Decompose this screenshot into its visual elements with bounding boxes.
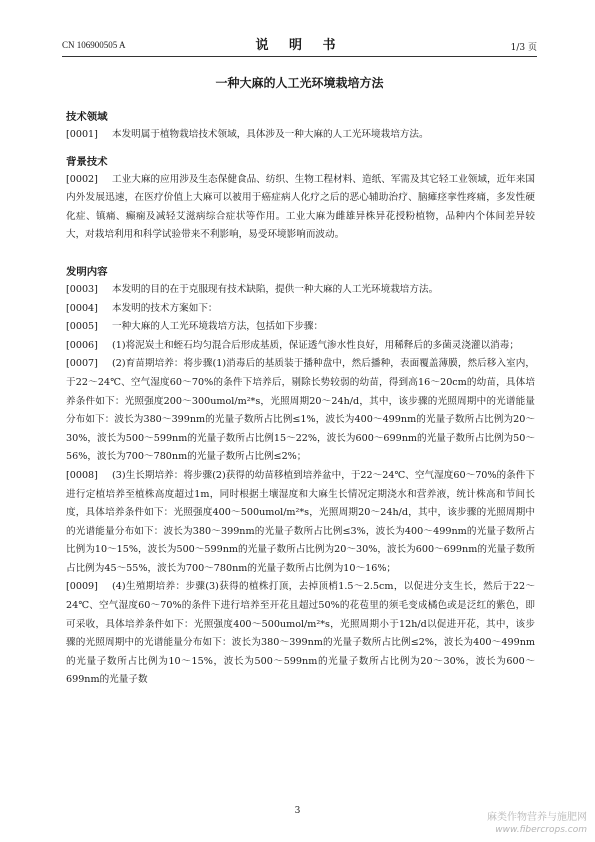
paragraph xyxy=(66,300,535,319)
header-divider xyxy=(62,56,537,57)
paragraph-number: [0005] xyxy=(66,321,98,333)
paragraph xyxy=(66,355,535,467)
publication-number: CN 106900505 A xyxy=(62,40,126,50)
paragraph xyxy=(66,337,535,356)
page-number: 3 xyxy=(294,806,301,816)
paragraph-text: (4)生殖期培养：步骤(3)获得的植株打顶，去掉顶梢1.5～2.5cm，以促进分支生长，然后于22～24℃、空气湿度60～70%的条件下进行培养至开花且超过50%的花苞里的须毛变成橘色或是泛红的紫色，即可采收，具体培养条件如下：光照强度400～500umol/m²*s，光照周期小于12h/d以促进开花，其中，该步骤的光照周期中的光谱能量分布如下：波长为380～399nm的光量子数所占比例≤2%，波长为400～499nm的光量子数所占比例为10～15%，波长为500～599nm的光量子数所占比例为20～30%，波长为600～699nm的光量子数 xyxy=(66,581,535,686)
site-watermark xyxy=(487,812,587,836)
section-heading-background: 背景技术 xyxy=(66,155,108,168)
paragraph xyxy=(66,578,535,690)
paragraph xyxy=(66,467,535,579)
paragraph-number: [0008] xyxy=(66,469,98,481)
paragraph-text: 工业大麻的应用涉及生态保健食品、纺织、生物工程材料、造纸、军需及其它轻工业领域，近年来国内外发展迅速，在医疗价值上大麻可以被用于癌症病人化疗之后的恶心辅助治疗、脑瘫痉挛性疼痛，多发性硬化症、镇痛、癫痫及减轻艾滋病综合症状等作用。工业大麻为雌雄异株异花授粉植物，品种内个体间差异较大，对栽培利用和科学试验带来不利影响，易受环境影响而波动。 xyxy=(66,173,535,241)
paragraph xyxy=(66,281,535,300)
page-header xyxy=(62,32,537,54)
paragraph-text: 本发明的目的在于克服现有技术缺陷，提供一种大麻的人工光环境栽培方法。 xyxy=(112,283,439,295)
paragraph-text: (1)将泥炭土和蛭石均匀混合后形成基质，保证透气渗水性良好，用稀释后的多菌灵浇灌以消毒； xyxy=(112,339,519,351)
paragraph xyxy=(66,171,535,245)
section-heading-tech-field: 技术领域 xyxy=(66,111,108,123)
paragraph-number: [0009] xyxy=(66,581,98,593)
paragraph-text: (3)生长期培养：将步骤(2)获得的幼苗移植到培养盆中，于22～24℃、空气湿度60～70%的条件下进行定植培养至植株高度超过1m，同时根据土壤湿度和大麻生长情况定期浇水和营养液，统计株高和节间长度，具体培养条件如下：光照强度400～500umol/m²*s，光照周期20～24h/d，其中，该步骤的光照周期中的光谱能量分布如下：波长为380～399nm的光量子数所占比例≤3%，波长为400～499nm的光量子数所占比例为10～15%，波长为500～599nm的光量子数所占比例为20～30%，波长为600～699nm的光量子数所占比例为45～55%，波长为700～780nm的光量子数所占比例为10～16%； xyxy=(66,469,535,574)
watermark-site-name: 麻类作物营养与施肥网 xyxy=(487,812,587,823)
paragraph-text: (2)育苗期培养：将步骤(1)消毒后的基质装于播种盘中，然后播种，表面覆盖薄膜，然后移入室内，于22～24℃、空气湿度60～70%的条件下培养后，剔除长势较弱的幼苗，得到高16～20cm的幼苗，具体培养条件如下：光照强度200～300umol/m²*s，光照周期20～24h/d，其中，该步骤的光照周期中的光谱能量分布如下：波长为380～399nm的光量子数所占比例≤1%，波长为400～499nm的光量子数所占比例为20～30%，波长为500～599nm的光量子数所占比例15～22%，波长为600～699nm的光量子数所占比例为50～56%，波长为700～780nm的光量子数所占比例≤2%； xyxy=(66,358,535,463)
paragraph-text: 本发明属于植物栽培技术领域，具体涉及一种大麻的人工光环境栽培方法。 xyxy=(112,129,429,140)
paragraph-number: [0003] xyxy=(66,283,98,295)
paragraph xyxy=(66,126,535,145)
paragraph-number: [0001] xyxy=(66,129,98,140)
paragraph xyxy=(66,318,535,337)
watermark-url: www.fibercrops.com xyxy=(495,825,587,835)
page-info: 1/3 页 xyxy=(510,43,537,53)
section-heading-summary: 发明内容 xyxy=(66,265,108,278)
paragraph-text: 本发明的技术方案如下： xyxy=(112,302,218,314)
paragraph-number: [0002] xyxy=(66,173,98,185)
paragraph-text: 一种大麻的人工光环境栽培方法，包括如下步骤： xyxy=(112,321,324,333)
paragraph-number: [0004] xyxy=(66,302,98,314)
paragraph-number: [0006] xyxy=(66,339,98,351)
document-title: 一种大麻的人工光环境栽培方法 xyxy=(215,76,384,90)
paragraph-number: [0007] xyxy=(66,358,98,370)
document-type: 说 明 书 xyxy=(255,38,344,53)
document-body xyxy=(66,100,535,690)
